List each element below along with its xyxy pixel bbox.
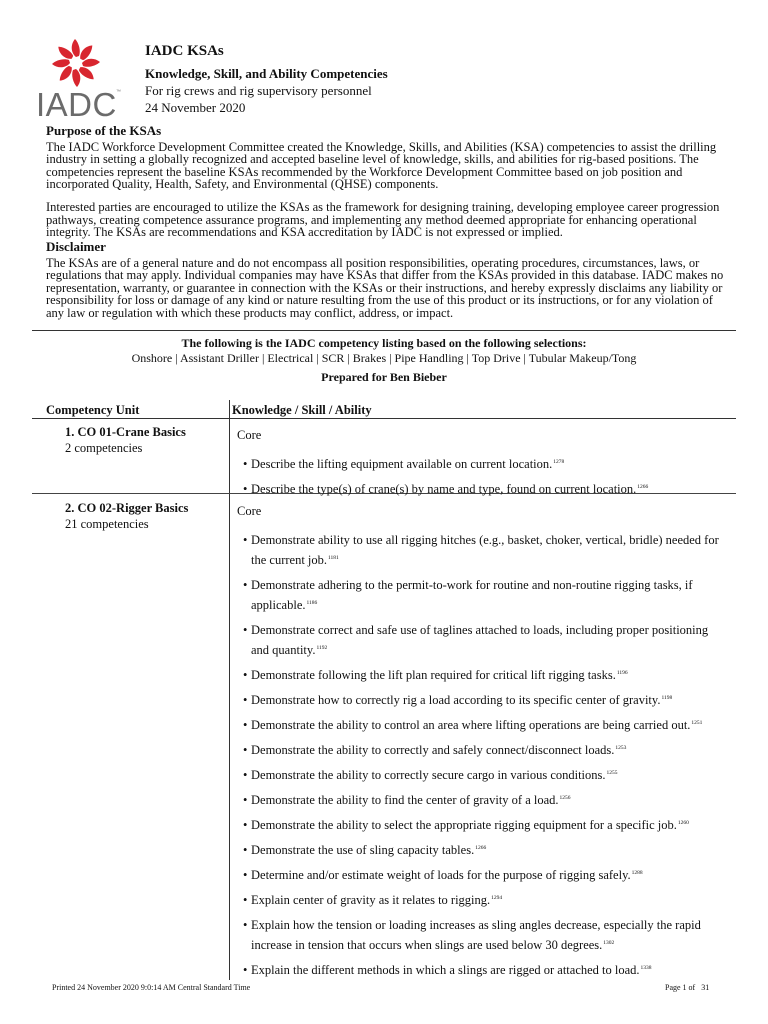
column-header-unit: Competency Unit	[46, 403, 140, 417]
bullet-icon: •	[243, 768, 248, 782]
print-timestamp: Printed 24 November 2020 9:0:14 AM Central Standard Time	[52, 983, 251, 992]
selection-summary	[32, 336, 736, 385]
ksa-item	[237, 479, 727, 499]
bullet-icon: •	[243, 718, 248, 732]
page-label: Page 1 of	[665, 983, 696, 992]
selection-items: Onshore | Assistant Driller | Electrical | SCR | Brakes | Pipe Handling | Top Drive | Tubular Makeup/Tong	[131, 351, 637, 365]
ksa-text: Demonstrate the ability to correctly secure cargo in various conditions.	[251, 768, 606, 782]
bullet-icon: •	[243, 693, 248, 707]
ksa-list-unit-1	[237, 427, 727, 504]
page-number	[665, 983, 709, 992]
bullet-icon: •	[243, 793, 248, 807]
ksa-item	[237, 865, 727, 885]
ksa-item	[237, 690, 727, 710]
document-subtitle: Knowledge, Skill, and Ability Competencies	[145, 66, 388, 81]
bullet-icon: •	[243, 893, 248, 907]
header-text-block	[145, 42, 388, 116]
bullet-icon: •	[243, 843, 248, 857]
competency-unit-2	[65, 500, 188, 532]
iadc-logo	[32, 36, 128, 122]
ksa-item	[237, 815, 727, 835]
ksa-ref: 1192	[316, 644, 328, 651]
unit-count: 21 competencies	[65, 517, 149, 531]
ksa-text: Demonstrate adhering to the permit-to-work for routine and non-routine rigging tasks, if applicable.	[251, 578, 693, 612]
unit-name: 2. CO 02-Rigger Basics	[65, 501, 189, 515]
table-header-rule	[32, 418, 736, 419]
competency-unit-1	[65, 424, 186, 456]
column-header-ksa: Knowledge / Skill / Ability	[232, 403, 372, 417]
ksa-text: Demonstrate the ability to control an area where lifting operations are being carried out.	[251, 718, 691, 732]
purpose-paragraph-1: The IADC Workforce Development Committee created the Knowledge, Skills, and Abilities (KSA) competencies to assist the drilling industry in setting a globally recognized and accepted baseline level of knowledge, skills, and abilities for rig-based positions. The competencies represent the baseline KSAs recommended by the Workforce Development Committee based on job position and incorporated Quality, Health, Safety, and Environmental (QHSE) components.	[46, 139, 717, 192]
bullet-icon: •	[243, 818, 248, 832]
bullet-icon: •	[243, 918, 248, 932]
page-total: 31	[701, 983, 710, 992]
iadc-star-icon	[32, 36, 128, 90]
ksa-item	[237, 765, 727, 785]
disclaimer-heading: Disclaimer	[46, 239, 106, 254]
selection-title: The following is the IADC competency listing based on the following selections:	[181, 336, 587, 350]
disclaimer-text: The KSAs are of a general nature and do not encompass all position responsibilities, operating procedures, circumstances, laws, or regulations that may apply. Individual companies may have KSAs that differ from the KSAs provided in this database. IADC makes no representation, warranty, or guarantee in connection with the KSAs or their instructions, and hereby expressly disclaims any liability or responsibility for loss or damage of any kind or nature resulting from the use of this product or its instructions, or for any violation of any law or regulation with which these products may conflict, address, or impact.	[46, 255, 724, 320]
ksa-ref: 1253	[615, 744, 627, 751]
ksa-item	[237, 665, 727, 685]
ksa-ref: 1266	[475, 844, 487, 851]
bullet-icon: •	[243, 482, 248, 496]
bullet-icon: •	[243, 743, 248, 757]
ksa-item	[237, 915, 727, 955]
ksa-ref: 1288	[631, 869, 643, 876]
ksa-ref: 1302	[603, 939, 615, 946]
ksa-ref: 1294	[491, 894, 503, 901]
ksa-text: Demonstrate correct and safe use of taglines attached to loads, including proper positioning and quantity.	[251, 623, 709, 657]
ksa-text: Describe the type(s) of crane(s) by name and type, found on current location.	[251, 482, 637, 496]
ksa-ref: 1255	[606, 769, 618, 776]
ksa-ref: 1266	[637, 483, 649, 490]
ksa-group-label: Core	[237, 504, 262, 518]
ksa-text: Demonstrate ability to use all rigging hitches (e.g., basket, choker, vertical, bridle) needed for the current job.	[251, 533, 719, 567]
bullet-icon: •	[243, 457, 248, 471]
ksa-item	[237, 454, 727, 474]
ksa-text: Demonstrate following the lift plan required for critical lift rigging tasks.	[251, 668, 616, 682]
prepared-for: Prepared for Ben Bieber	[321, 370, 447, 384]
ksa-ref: 1186	[306, 599, 318, 606]
ksa-ref: 1181	[328, 554, 339, 561]
ksa-ref: 1278	[553, 458, 565, 465]
ksa-ref: 1260	[677, 819, 689, 826]
ksa-text: Describe the lifting equipment available on current location.	[251, 457, 553, 471]
ksa-ref: 1338	[640, 964, 652, 971]
ksa-item	[237, 890, 727, 910]
ksa-ref: 1196	[616, 669, 628, 676]
ksa-item	[237, 790, 727, 810]
document-title: IADC KSAs	[145, 43, 224, 59]
ksa-text: Demonstrate the ability to find the center of gravity of a load.	[251, 793, 559, 807]
ksa-item	[237, 715, 727, 735]
purpose-section	[46, 125, 726, 239]
ksa-group-label: Core	[237, 428, 262, 442]
ksa-ref: 1198	[661, 694, 673, 701]
section-divider	[32, 330, 736, 331]
unit-name: 1. CO 01-Crane Basics	[65, 425, 186, 439]
ksa-text: Explain how the tension or loading increases as sling angles decrease, especially the rapid increase in tension that occurs when slings are used below 30 degrees.	[251, 918, 701, 952]
purpose-paragraph-2: Interested parties are encouraged to utilize the KSAs as the framework for designing training, developing employee career progression pathways, creating competence assurance programs, and implementing any method deemed appropriate for enhancing operational integrity. The KSAs are recommendations and KSA accreditation by IADC is not expressed or implied.	[46, 199, 720, 240]
bullet-icon: •	[243, 668, 248, 682]
bullet-icon: •	[243, 868, 248, 882]
bullet-icon: •	[243, 623, 248, 637]
ksa-item	[237, 740, 727, 760]
table-column-divider	[229, 400, 230, 980]
document-header	[32, 36, 732, 122]
ksa-item	[237, 575, 727, 615]
ksa-item	[237, 620, 727, 660]
ksa-item	[237, 960, 727, 980]
ksa-list-unit-2	[237, 503, 727, 985]
ksa-ref: 1251	[691, 719, 703, 726]
document-date: 24 November 2020	[145, 100, 246, 115]
ksa-ref: 1256	[559, 794, 571, 801]
document-scope: For rig crews and rig supervisory personnel	[145, 83, 372, 98]
unit-count: 2 competencies	[65, 441, 143, 455]
ksa-text: Determine and/or estimate weight of loads for the purpose of rigging safely.	[251, 868, 631, 882]
bullet-icon: •	[243, 963, 248, 977]
bullet-icon: •	[243, 533, 248, 547]
ksa-text: Demonstrate how to correctly rig a load according to its specific center of gravity.	[251, 693, 661, 707]
purpose-heading: Purpose of the KSAs	[46, 123, 162, 138]
ksa-item	[237, 840, 727, 860]
bullet-icon: •	[243, 578, 248, 592]
logo-wordmark: IADC	[36, 86, 117, 123]
disclaimer-section	[46, 241, 726, 320]
ksa-text: Explain center of gravity as it relates to rigging.	[251, 893, 491, 907]
ksa-text: Demonstrate the use of sling capacity tables.	[251, 843, 475, 857]
trademark-mark: ™	[116, 89, 121, 95]
ksa-text: Explain the different methods in which a slings are rigged or attached to load.	[251, 963, 640, 977]
ksa-text: Demonstrate the ability to correctly and safely connect/disconnect loads.	[251, 743, 615, 757]
ksa-item	[237, 530, 727, 570]
ksa-text: Demonstrate the ability to select the appropriate rigging equipment for a specific job.	[251, 818, 677, 832]
